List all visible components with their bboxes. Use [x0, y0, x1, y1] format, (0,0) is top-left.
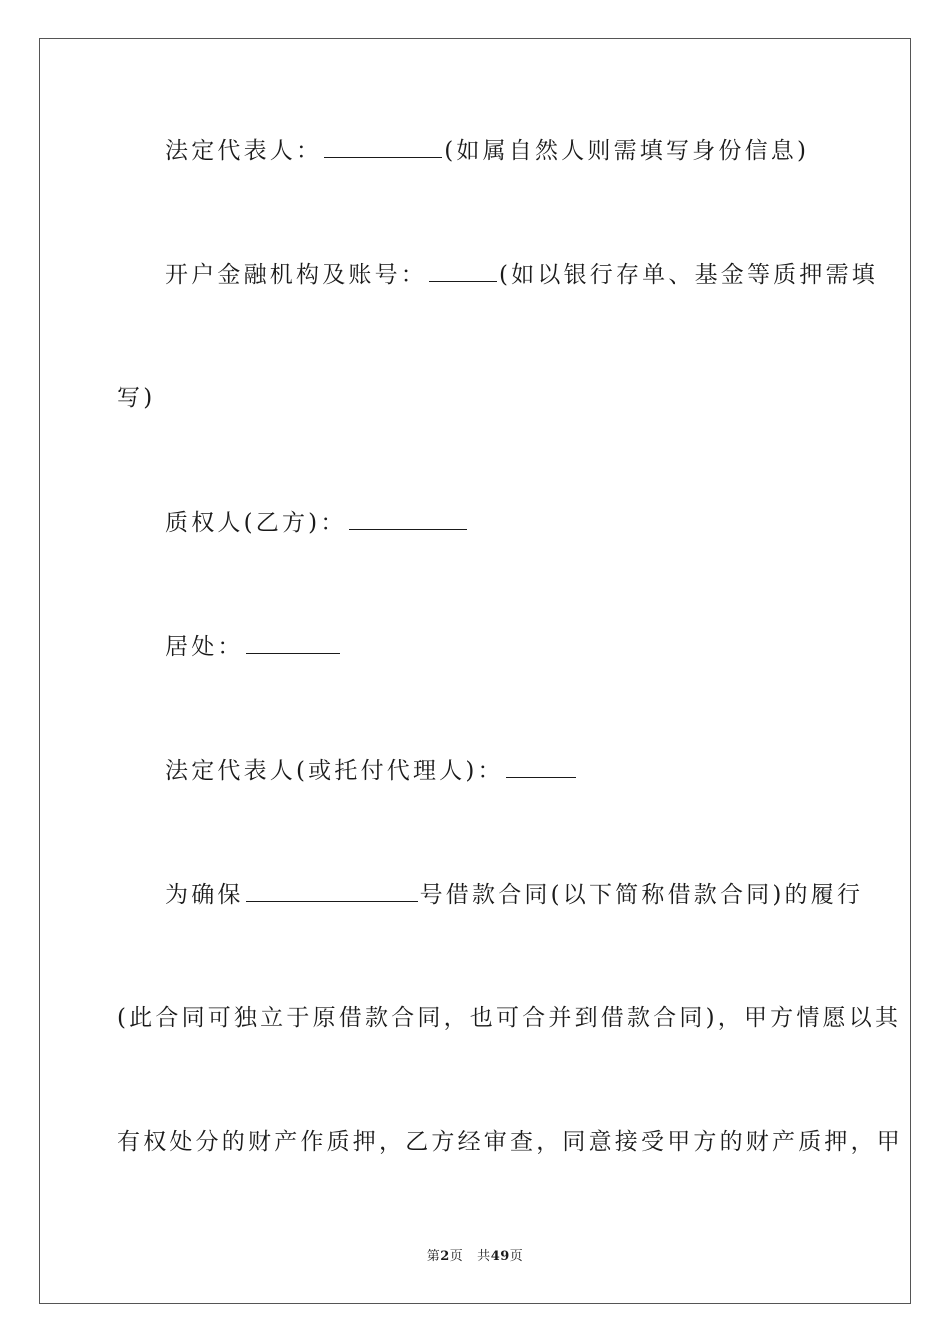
legal-rep-label: 法定代表人： [165, 138, 323, 164]
purpose-line-2 [117, 1003, 902, 1033]
legal-rep-agent-label: 法定代表人(或托付代理人)： [165, 758, 504, 784]
contract-number-blank [246, 879, 418, 902]
residence-blank [246, 631, 340, 654]
footer-prefix: 第 [426, 1249, 441, 1264]
bank-account-note-continued [117, 383, 837, 413]
paragraph-text: 有权处分的财产作质押，乙方经审查，同意接受甲方的财产质押，甲 [117, 1129, 903, 1155]
purpose-text-end: 号借款合同(以下简称借款合同)的履行 [419, 882, 864, 908]
purpose-line [165, 879, 864, 910]
legal-rep-note: (如属自然人则需填写身份信息) [444, 138, 810, 164]
page-footer [0, 1245, 950, 1264]
footer-total-suffix: 页 [509, 1249, 524, 1264]
residence-line [165, 631, 837, 662]
legal-rep-blank [324, 135, 442, 158]
legal-rep-line [165, 135, 837, 166]
legal-rep-agent-blank [506, 755, 576, 778]
page-border [39, 38, 911, 1304]
legal-rep-agent-line [165, 755, 837, 786]
bank-account-note: (如以银行存单、基金等质押需填 [499, 262, 878, 288]
bank-account-line [165, 259, 878, 290]
residence-label: 居处： [165, 634, 244, 660]
total-page-count: 49 [490, 1249, 510, 1264]
pledgee-blank [349, 507, 467, 530]
paragraph-text: (此合同可独立于原借款合同，也可合并到借款合同)，甲方情愿以其 [117, 1005, 902, 1031]
footer-page-suffix: 页 [449, 1249, 464, 1264]
bank-account-blank [429, 259, 497, 282]
pledgee-line [165, 507, 837, 538]
footer-total-prefix: 共 [477, 1249, 491, 1264]
pledgee-label: 质权人(乙方)： [165, 510, 347, 536]
purpose-text-start: 为确保 [165, 882, 244, 908]
paragraph-text: 写) [117, 385, 156, 411]
purpose-line-3 [117, 1127, 903, 1157]
current-page-number: 2 [440, 1249, 450, 1264]
bank-account-label: 开户金融机构及账号： [165, 262, 427, 288]
